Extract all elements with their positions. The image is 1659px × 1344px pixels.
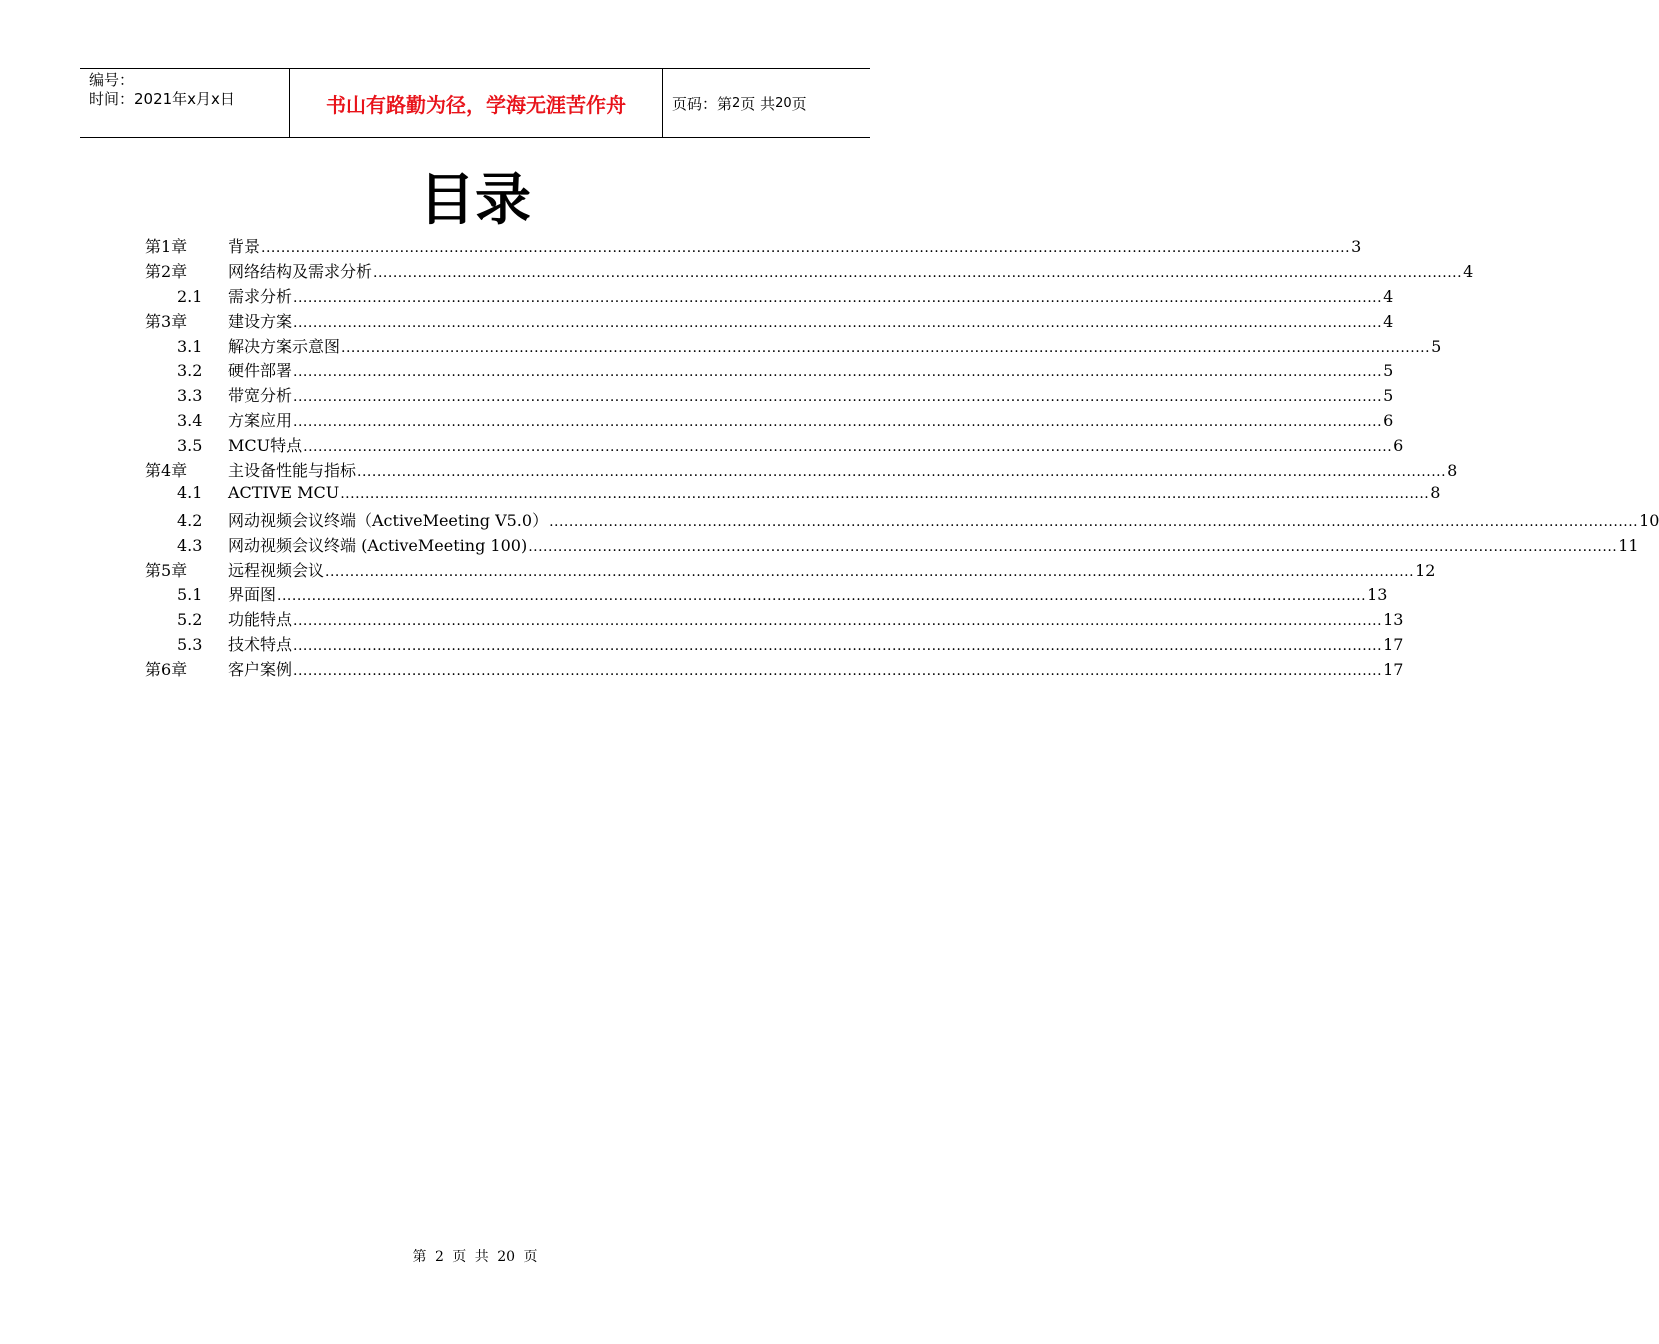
toc-entry-number: 3.1 — [177, 336, 203, 356]
toc-entry-number: 2.1 — [177, 286, 203, 306]
toc-entry-page: 6 — [1393, 436, 1404, 456]
toc-entry-title: 界面图 — [228, 585, 277, 605]
toc-entry-title: 背景 — [228, 237, 261, 256]
toc-entry-number: 第5章 — [145, 560, 188, 580]
toc-entry-page: 8 — [1430, 482, 1441, 502]
header-page-info — [663, 69, 870, 137]
toc-entry-number: 第1章 — [145, 237, 188, 256]
toc-dot-leader: ............................................................................................................................................................................................................................ — [373, 264, 1463, 281]
toc-entry-title: 功能特点 — [228, 610, 293, 630]
toc-entry-page: 17 — [1383, 660, 1404, 680]
toc-entry-title: 解决方案示意图 — [228, 336, 341, 356]
toc-entry-page: 4 — [1463, 261, 1474, 281]
toc-entry[interactable] — [145, 508, 1659, 533]
toc-entry-title: 方案应用 — [228, 411, 293, 431]
toc-entry-page: 5 — [1383, 361, 1394, 381]
toc-entry[interactable] — [145, 582, 1388, 607]
toc-entry-title: 需求分析 — [228, 286, 293, 306]
toc-entry[interactable] — [145, 358, 1394, 383]
toc-entry[interactable] — [145, 408, 1394, 433]
page-footer: 第 2 页 共 20 页 — [412, 1249, 538, 1265]
toc-entry[interactable] — [145, 533, 1639, 558]
toc-entry[interactable] — [145, 482, 1441, 508]
toc-entry-number: 3.5 — [177, 436, 203, 456]
toc-dot-leader: ............................................................................................................................................................................................................................ — [341, 339, 1431, 356]
page-title: 目录 — [419, 168, 531, 233]
toc-entry-page: 12 — [1415, 560, 1436, 580]
toc-entry-number: 4.1 — [177, 482, 203, 502]
toc-entry-number: 5.1 — [177, 585, 203, 605]
toc-entry-page: 17 — [1383, 635, 1404, 655]
toc-entry-title: 客户案例 — [228, 660, 293, 680]
toc-entry-page: 8 — [1447, 461, 1458, 481]
doc-time-label: 时间：2021年x月x日 — [89, 90, 235, 108]
toc-entry-page: 4 — [1383, 286, 1394, 306]
toc-dot-leader: ............................................................................................................................................................................................................................ — [293, 314, 1383, 331]
toc-entry-title: 主设备性能与指标 — [228, 461, 357, 481]
page-total: 20 — [775, 95, 792, 111]
toc-entry-page: 5 — [1431, 336, 1442, 356]
toc-entry-number: 第3章 — [145, 311, 188, 331]
toc-entry-number: 3.4 — [177, 411, 203, 431]
toc-dot-leader: ............................................................................................................................................................................................................................ — [528, 538, 1618, 555]
toc-entry-number: 5.3 — [177, 635, 203, 655]
toc-dot-leader: ............................................................................................................................................................................................................................ — [277, 588, 1367, 605]
toc-entry[interactable] — [145, 558, 1436, 583]
toc-entry-page: 11 — [1618, 535, 1639, 555]
header-motto: 书山有路勤为径，学海无涯苦作舟 — [290, 69, 663, 137]
toc-dot-leader: ............................................................................................................................................................................................................................ — [303, 439, 1393, 456]
toc-dot-leader: ............................................................................................................................................................................................................................ — [357, 464, 1447, 481]
toc-entry[interactable] — [145, 632, 1404, 657]
toc-entry-title: 远程视频会议 — [228, 560, 325, 580]
toc-entry-title: ACTIVE MCU — [228, 482, 340, 502]
doc-number-label: 编号： — [89, 71, 135, 89]
toc-entry-page: 6 — [1383, 411, 1394, 431]
toc-dot-leader: ............................................................................................................................................................................................................................ — [293, 414, 1383, 431]
toc-entry-page: 13 — [1367, 585, 1388, 605]
header-meta — [80, 69, 290, 137]
page-header — [80, 68, 870, 138]
toc-entry-title: 网络结构及需求分析 — [228, 261, 373, 281]
toc-entry-number: 4.3 — [177, 535, 203, 555]
page-current: 2 — [732, 95, 741, 111]
toc-entry-title: 网动视频会议终端 (ActiveMeeting 100) — [228, 535, 528, 555]
toc-entry-number: 第2章 — [145, 261, 188, 281]
toc-entry-title: 硬件部署 — [228, 361, 293, 381]
toc-entry-page: 5 — [1383, 386, 1394, 406]
toc-entry-page: 3 — [1351, 237, 1362, 256]
toc-entry-number: 3.2 — [177, 361, 203, 381]
toc-entry[interactable] — [145, 259, 1474, 284]
toc-entry[interactable] — [145, 383, 1394, 408]
toc-entry[interactable] — [145, 284, 1394, 309]
toc-entry-number: 3.3 — [177, 386, 203, 406]
toc-dot-leader: ............................................................................................................................................................................................................................ — [293, 389, 1383, 406]
toc-dot-leader: ............................................................................................................................................................................................................................ — [325, 563, 1415, 580]
toc-entry[interactable] — [145, 433, 1404, 458]
toc-entry[interactable] — [145, 458, 1458, 483]
toc-entry[interactable] — [145, 334, 1442, 359]
toc-entry-title: 带宽分析 — [228, 386, 293, 406]
toc-dot-leader: ............................................................................................................................................................................................................................ — [293, 663, 1383, 680]
toc-entry[interactable] — [145, 234, 1362, 259]
toc-dot-leader: ............................................................................................................................................................................................................................ — [293, 289, 1383, 306]
toc-dot-leader: ............................................................................................................................................................................................................................ — [293, 364, 1383, 381]
toc-dot-leader: ............................................................................................................................................................................................................................ — [340, 485, 1430, 502]
toc-dot-leader: ............................................................................................................................................................................................................................ — [293, 613, 1383, 630]
page-prefix: 页码：第 — [672, 94, 733, 113]
page-mid: 页 共 — [740, 94, 776, 113]
toc-entry-number: 第4章 — [145, 461, 188, 481]
toc-entry-number: 4.2 — [177, 510, 203, 530]
page-suffix: 页 — [791, 94, 807, 113]
table-of-contents — [145, 234, 1659, 682]
toc-entry-title: MCU特点 — [228, 436, 303, 456]
toc-entry-page: 4 — [1383, 311, 1394, 331]
toc-entry-number: 5.2 — [177, 610, 203, 630]
toc-entry-page: 13 — [1383, 610, 1404, 630]
toc-entry[interactable] — [145, 657, 1404, 682]
toc-entry-number: 第6章 — [145, 660, 188, 680]
toc-dot-leader: ............................................................................................................................................................................................................................ — [549, 513, 1639, 530]
toc-dot-leader: ............................................................................................................................................................................................................................ — [261, 240, 1351, 256]
toc-entry[interactable] — [145, 607, 1404, 632]
toc-entry-title: 建设方案 — [228, 311, 293, 331]
toc-dot-leader: ............................................................................................................................................................................................................................ — [293, 638, 1383, 655]
toc-entry[interactable] — [145, 309, 1394, 334]
toc-entry-title: 网动视频会议终端（ActiveMeeting V5.0） — [228, 510, 549, 530]
toc-entry-page: 10 — [1639, 510, 1659, 530]
toc-entry-title: 技术特点 — [228, 635, 293, 655]
